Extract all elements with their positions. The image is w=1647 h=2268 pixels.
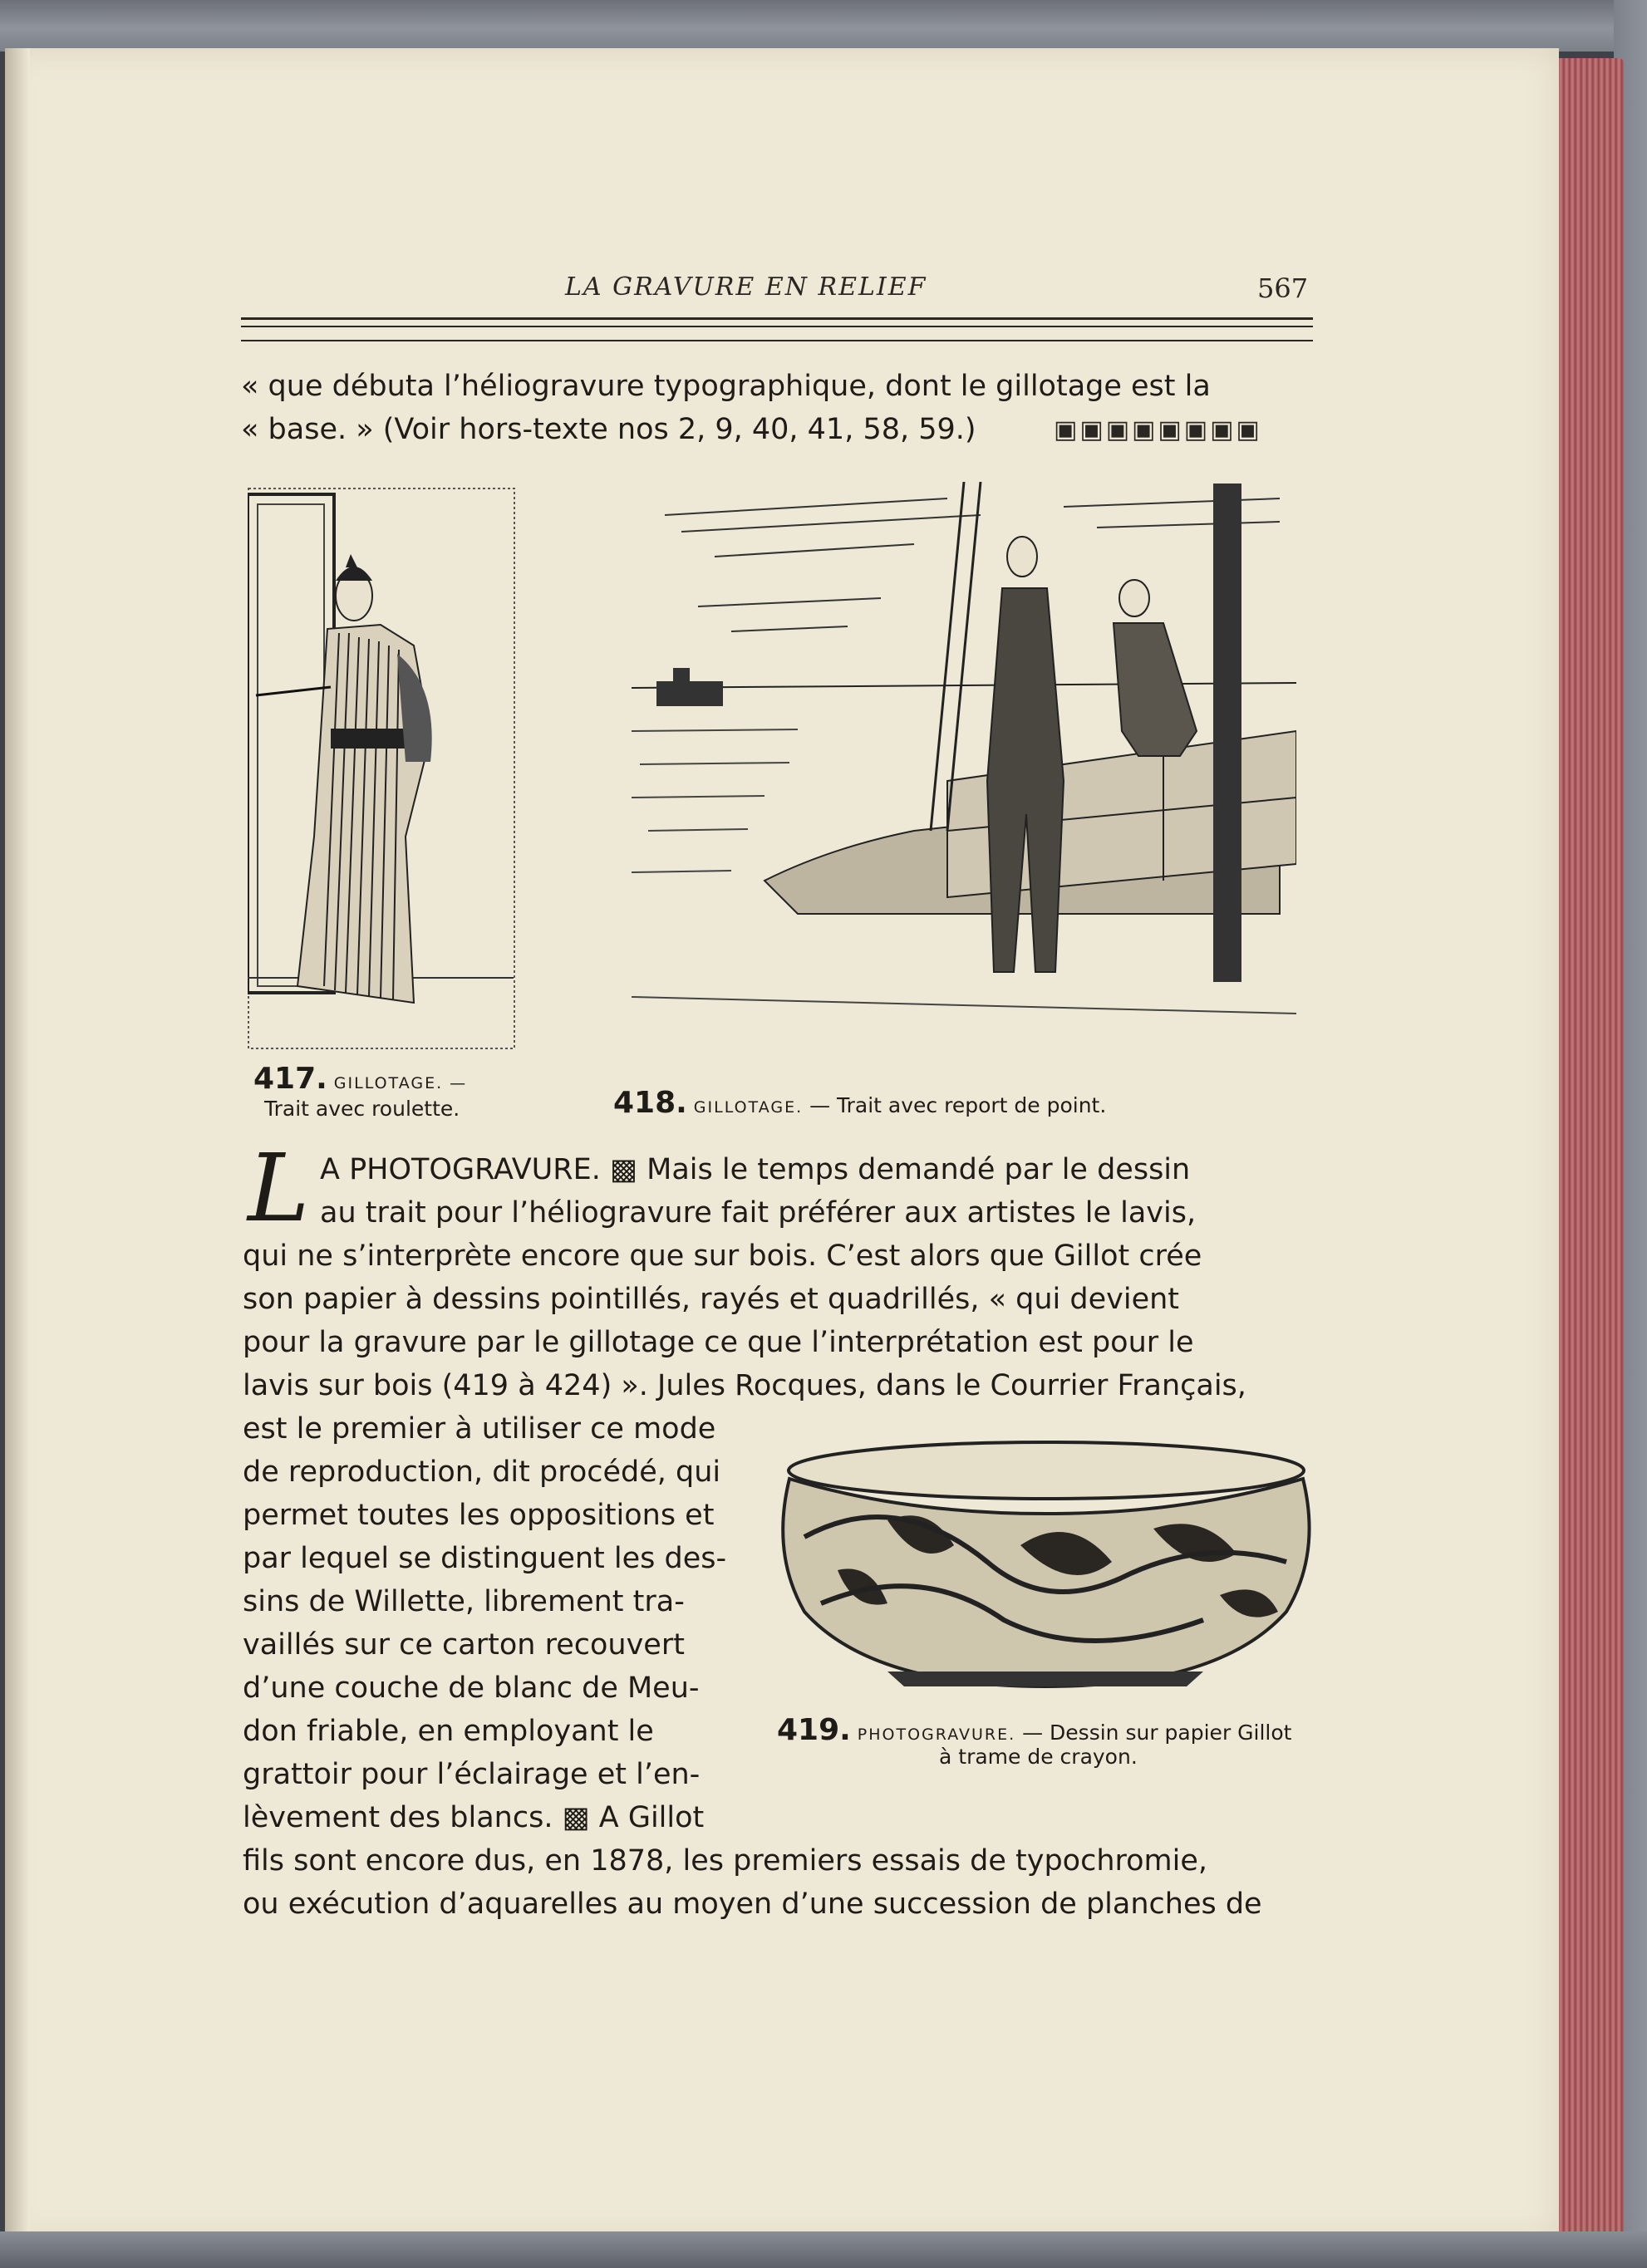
page-number: 567: [1257, 272, 1309, 304]
body-line: fils sont encore dus, en 1878, les premiers essais de typochromie,: [243, 1844, 1208, 1878]
drop-cap: L: [248, 1135, 310, 1243]
figure-417-label: GILLOTAGE. —: [333, 1074, 468, 1092]
figure-417-caption: [253, 1062, 467, 1096]
figure-417-subcaption: Trait avec roulette.: [264, 1097, 460, 1121]
figure-419-number: 419.: [777, 1713, 851, 1747]
body-line: ou exécution d’aquarelles au moyen d’une succession de planches de: [243, 1888, 1262, 1921]
page-edges: [1552, 58, 1624, 2241]
body-line: par lequel se distinguent les des-: [243, 1542, 727, 1575]
header-rule: [241, 317, 1313, 320]
running-head: LA GRAVURE EN RELIEF: [565, 272, 927, 302]
body-line: vaillés sur ce carton recouvert: [243, 1628, 685, 1662]
body-line: grattoir pour l’éclairage et l’en-: [243, 1758, 701, 1791]
book-cover-bottom: [0, 2231, 1647, 2268]
figure-418-label: GILLOTAGE.: [693, 1098, 804, 1117]
figure-418-illustration: [632, 482, 1296, 1080]
page-gutter: [5, 48, 30, 2241]
body-line: au trait pour l’héliogravure fait préférer aux artistes le lavis,: [320, 1196, 1197, 1230]
figure-419-illustration: [771, 1437, 1321, 1695]
body-line: de reproduction, dit procédé, qui: [243, 1456, 721, 1489]
body-line: son papier à dessins pointillés, rayés et quadrillés, « qui devient: [243, 1283, 1180, 1316]
body-line: est le premier à utiliser ce mode: [243, 1412, 716, 1446]
body-line: pour la gravure par le gillotage ce que l’interprétation est pour le: [243, 1326, 1194, 1359]
body-line: don friable, en employant le: [243, 1715, 654, 1748]
body-line: sins de Willette, librement tra-: [243, 1585, 685, 1618]
body-line: lavis sur bois (419 à 424) ». Jules Rocques, dans le Courrier Français,: [243, 1369, 1246, 1402]
intro-line: « que débuta l’héliogravure typographique, dont le gillotage est la: [241, 370, 1211, 403]
body-line: lèvement des blancs. ▩ A Gillot: [243, 1801, 705, 1834]
header-rule: [241, 340, 1313, 341]
figure-419-subcaption-2: à trame de crayon.: [939, 1745, 1138, 1769]
figure-418-caption: [613, 1086, 1106, 1120]
figure-419-subcaption: — Dessin sur papier Gillot: [1022, 1721, 1292, 1745]
body-line: A PHOTOGRAVURE. ▩ Mais le temps demandé par le dessin: [320, 1153, 1191, 1186]
figure-418-subcaption: — Trait avec report de point.: [809, 1093, 1107, 1117]
figure-419-label: PHOTOGRAVURE.: [857, 1726, 1016, 1744]
figure-417-number: 417.: [253, 1062, 327, 1096]
body-line: d’une couche de blanc de Meu-: [243, 1672, 700, 1705]
header-rule: [241, 326, 1313, 327]
body-line: permet toutes les oppositions et: [243, 1499, 715, 1532]
figure-419-caption: [777, 1713, 1291, 1747]
ornament-row: ▣▣▣▣▣▣▣▣: [1054, 415, 1262, 444]
figure-418-number: 418.: [613, 1086, 687, 1120]
figure-417-illustration: [248, 488, 515, 1049]
book-cover-top: [0, 0, 1647, 52]
body-line: qui ne s’interprète encore que sur bois. C’est alors que Gillot crée: [243, 1240, 1202, 1273]
intro-line: « base. » (Voir hors-texte nos 2, 9, 40, 41, 58, 59.): [241, 413, 976, 446]
